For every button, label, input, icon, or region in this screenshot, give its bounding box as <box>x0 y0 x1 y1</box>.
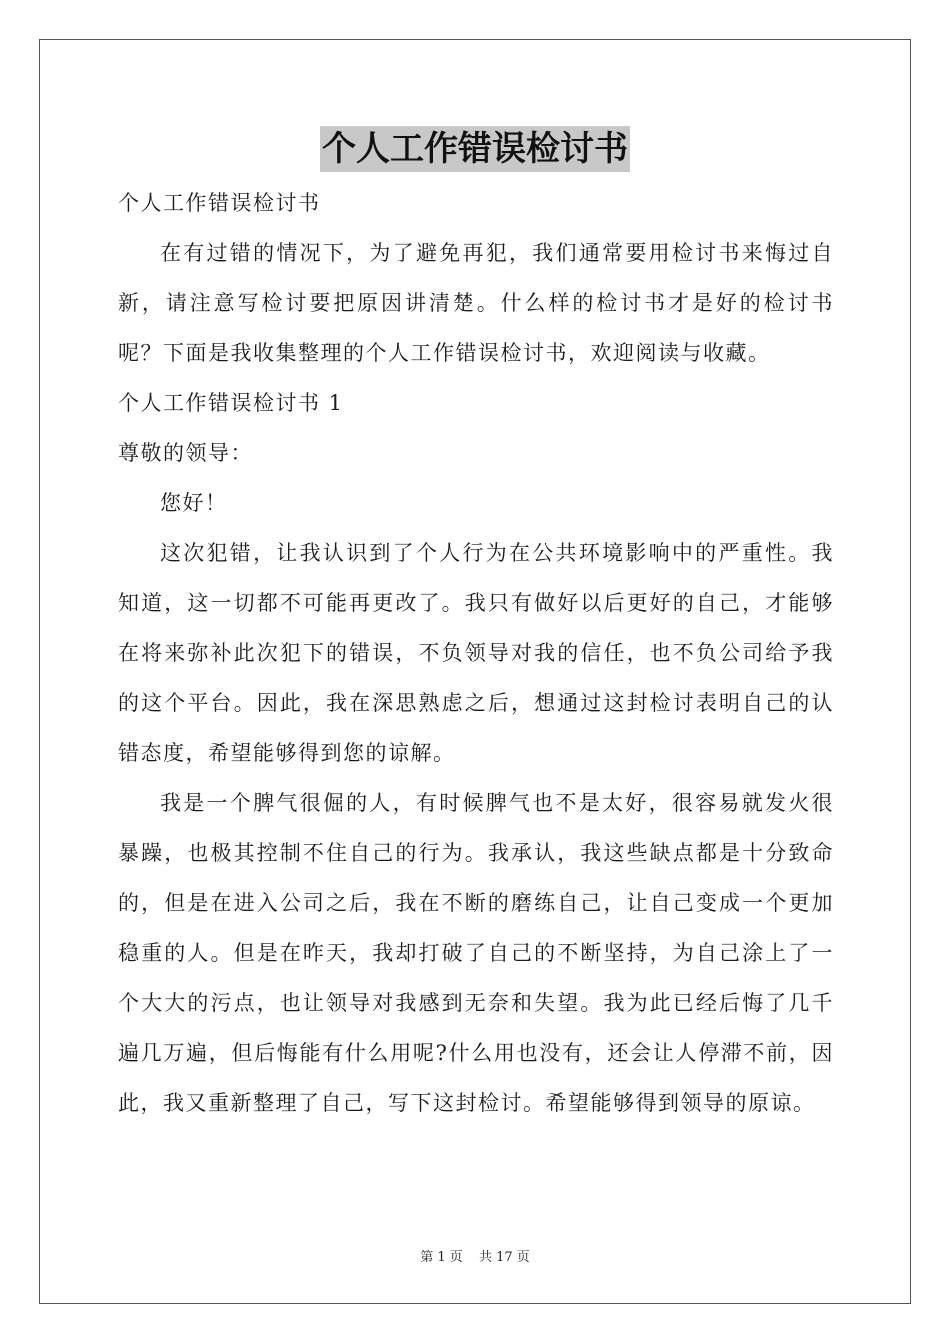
page-total: 共 17 页 <box>478 1250 530 1265</box>
section-heading: 个人工作错误检讨书 1 <box>118 391 344 415</box>
document-body <box>118 178 834 1128</box>
intro-paragraph: 在有过错的情况下，为了避免再犯，我们通常要用检讨书来悔过自新，请注意写检讨要把原因讲清楚。什么样的检讨书才是好的检讨书呢？下面是我收集整理的个人工作错误检讨书，欢迎阅读与收藏。 <box>118 241 834 365</box>
body-paragraph-1: 这次犯错，让我认识到了个人行为在公共环境影响中的严重性。我知道，这一切都不可能再更改了。我只有做好以后更好的自己，才能够在将来弥补此次犯下的错误，不负领导对我的信任，也不负公司给予我的这个平台。因此，我在深思熟虑之后，想通过这封检讨表明自己的认错态度，希望能够得到您的谅解。 <box>118 541 834 765</box>
document-title: 个人工作错误检讨书 <box>320 126 630 172</box>
greeting: 您好！ <box>160 491 228 515</box>
title-container <box>0 126 950 172</box>
page-number: 第 1 页 <box>420 1250 463 1265</box>
body-paragraph-2: 我是一个脾气很倔的人，有时候脾气也不是太好，很容易就发火很暴躁，也极其控制不住自己的行为。我承认，我这些缺点都是十分致命的，但是在进入公司之后，我在不断的磨练自己，让自己变成一个更加稳重的人。但是在昨天，我却打破了自己的不断坚持，为自己涂上了一个大大的污点，也让领导对我感到无奈和失望。我为此已经后悔了几千遍几万遍，但后悔能有什么用呢?什么用也没有，还会让人停滞不前，因此，我又重新整理了自己，写下这封检讨。希望能够得到领导的原谅。 <box>118 791 834 1115</box>
salutation: 尊敬的领导： <box>118 441 253 465</box>
page-footer <box>0 1246 950 1265</box>
document-subtitle: 个人工作错误检讨书 <box>118 191 321 215</box>
